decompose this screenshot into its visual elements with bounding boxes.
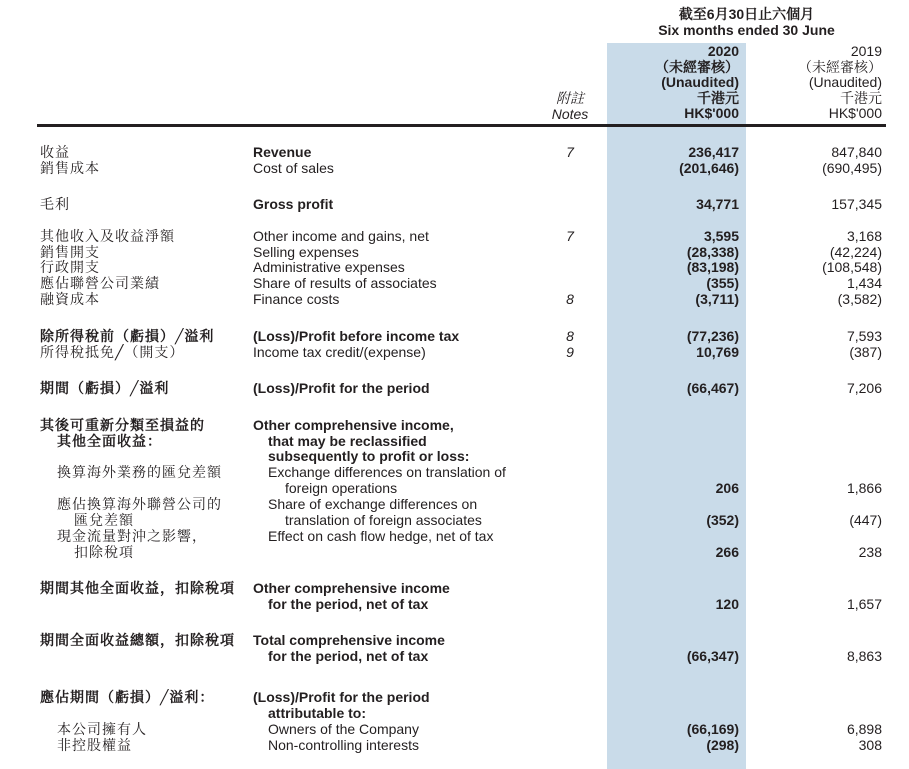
value-2019: 1,866	[846, 480, 882, 496]
row-label-en: (Loss)/Profit before income tax	[253, 328, 460, 344]
row-label-en: Other comprehensive income for the period, net of tax	[253, 580, 450, 612]
section-heading-zh: 應佔期間（虧損）╱溢利：	[40, 689, 215, 705]
value-2020: (28,338)	[686, 244, 739, 260]
value-2020: (201,646)	[679, 160, 739, 176]
notes-heading-zh: 附註	[556, 90, 584, 106]
section-heading-en: (Loss)/Profit for the period attributable to:	[253, 689, 430, 721]
period-heading-zh: 截至6月30日止六個月	[678, 6, 815, 22]
row-label-zh: 換算海外業務的匯兌差額	[57, 464, 222, 480]
value-2020: (77,236)	[686, 328, 739, 344]
row-label-zh: 現金流量對沖之影響， 扣除稅項	[57, 528, 207, 560]
note-ref: 7	[566, 228, 574, 244]
row-label-en: Selling expenses	[253, 244, 359, 260]
value-2020: (352)	[706, 512, 739, 528]
row-label-en: Exchange differences on translation of foreign operations	[268, 464, 506, 496]
row-label-en: Share of exchange differences on translation of foreign associates	[268, 496, 482, 528]
row-label-en: Share of results of associates	[253, 275, 437, 291]
value-2020: 3,595	[703, 228, 739, 244]
row-label-en: Other income and gains, net	[253, 228, 429, 244]
row-label-en: Total comprehensive income for the period, net of tax	[253, 632, 445, 664]
row-label-en: Effect on cash flow hedge, net of tax	[268, 528, 494, 544]
value-2019: (387)	[849, 344, 882, 360]
row-label-zh: 毛利	[40, 196, 70, 212]
note-ref: 8	[566, 328, 574, 344]
row-label-zh: 期間全面收益總額，扣除稅項	[40, 632, 235, 648]
value-2020: 10,769	[696, 344, 739, 360]
value-2019: (3,582)	[837, 291, 882, 307]
value-2020: 236,417	[688, 144, 739, 160]
value-2019: 7,593	[846, 328, 882, 344]
row-label-zh: 收益	[40, 144, 70, 160]
row-label-en: Gross profit	[253, 196, 334, 212]
row-label-zh: 期間其他全面收益，扣除稅項	[40, 580, 235, 596]
value-2019: 157,345	[831, 196, 882, 212]
row-label-zh: 融資成本	[40, 291, 100, 307]
value-2019: 6,898	[846, 721, 882, 737]
value-2020: 120	[715, 596, 739, 612]
row-label-zh: 銷售開支	[40, 244, 100, 260]
row-label-zh: 除所得稅前（虧損）╱溢利	[40, 328, 215, 344]
note-ref: 8	[566, 291, 574, 307]
row-label-zh: 其他收入及收益淨額	[40, 228, 175, 244]
row-label-zh: 本公司擁有人	[57, 721, 147, 737]
row-label-en: Income tax credit/(expense)	[253, 344, 426, 360]
value-2019: (108,548)	[822, 259, 882, 275]
note-ref: 7	[566, 144, 574, 160]
value-2020: (66,347)	[686, 648, 739, 664]
value-2020: 266	[715, 544, 739, 560]
row-label-zh: 行政開支	[40, 259, 100, 275]
value-2019: 847,840	[831, 144, 882, 160]
section-heading-zh: 其後可重新分類至損益的 其他全面收益：	[40, 417, 205, 449]
row-label-en: Owners of the Company	[268, 721, 419, 737]
row-label-zh: 所得稅抵免╱（開支）	[40, 344, 185, 360]
value-2019: 3,168	[846, 228, 882, 244]
value-2019: 238	[858, 544, 882, 560]
column-header-2020: 2020 （未經審核） (Unaudited) 千港元 HK$'000	[655, 43, 739, 121]
value-2020: (355)	[706, 275, 739, 291]
row-label-zh: 期間（虧損）╱溢利	[40, 380, 170, 396]
value-2019: (690,495)	[822, 160, 882, 176]
value-2020: 206	[715, 480, 739, 496]
notes-heading-en: Notes	[551, 106, 589, 122]
value-2020: (66,467)	[686, 380, 739, 396]
note-ref: 9	[566, 344, 574, 360]
row-label-zh: 銷售成本	[40, 160, 100, 176]
value-2019: (42,224)	[829, 244, 882, 260]
value-2019: 1,657	[846, 596, 882, 612]
header-rule	[37, 124, 886, 127]
value-2019: 7,206	[846, 380, 882, 396]
value-2019: 1,434	[846, 275, 882, 291]
row-label-en: (Loss)/Profit for the period	[253, 380, 430, 396]
value-2019: (447)	[849, 512, 882, 528]
row-label-en: Revenue	[253, 144, 312, 160]
row-label-en: Cost of sales	[253, 160, 334, 176]
value-2020: (3,711)	[695, 291, 739, 307]
section-heading-en: Other comprehensive income, that may be reclassified subsequently to profit or loss:	[253, 417, 470, 464]
period-heading-en: Six months ended 30 June	[658, 22, 835, 38]
value-2020: (66,169)	[686, 721, 739, 737]
row-label-en: Finance costs	[253, 291, 340, 307]
value-2019: 8,863	[846, 648, 882, 664]
row-label-en: Non-controlling interests	[268, 737, 419, 753]
value-2020: (298)	[706, 737, 739, 753]
value-2020: 34,771	[696, 196, 739, 212]
column-header-2019: 2019 （未經審核） (Unaudited) 千港元 HK$'000	[798, 43, 882, 121]
row-label-zh: 非控股權益	[57, 737, 132, 753]
row-label-zh: 應佔換算海外聯營公司的 匯兌差額	[57, 496, 222, 528]
value-2020: (83,198)	[686, 259, 739, 275]
value-2019: 308	[858, 737, 882, 753]
row-label-en: Administrative expenses	[253, 259, 405, 275]
row-label-zh: 應佔聯營公司業績	[40, 275, 160, 291]
